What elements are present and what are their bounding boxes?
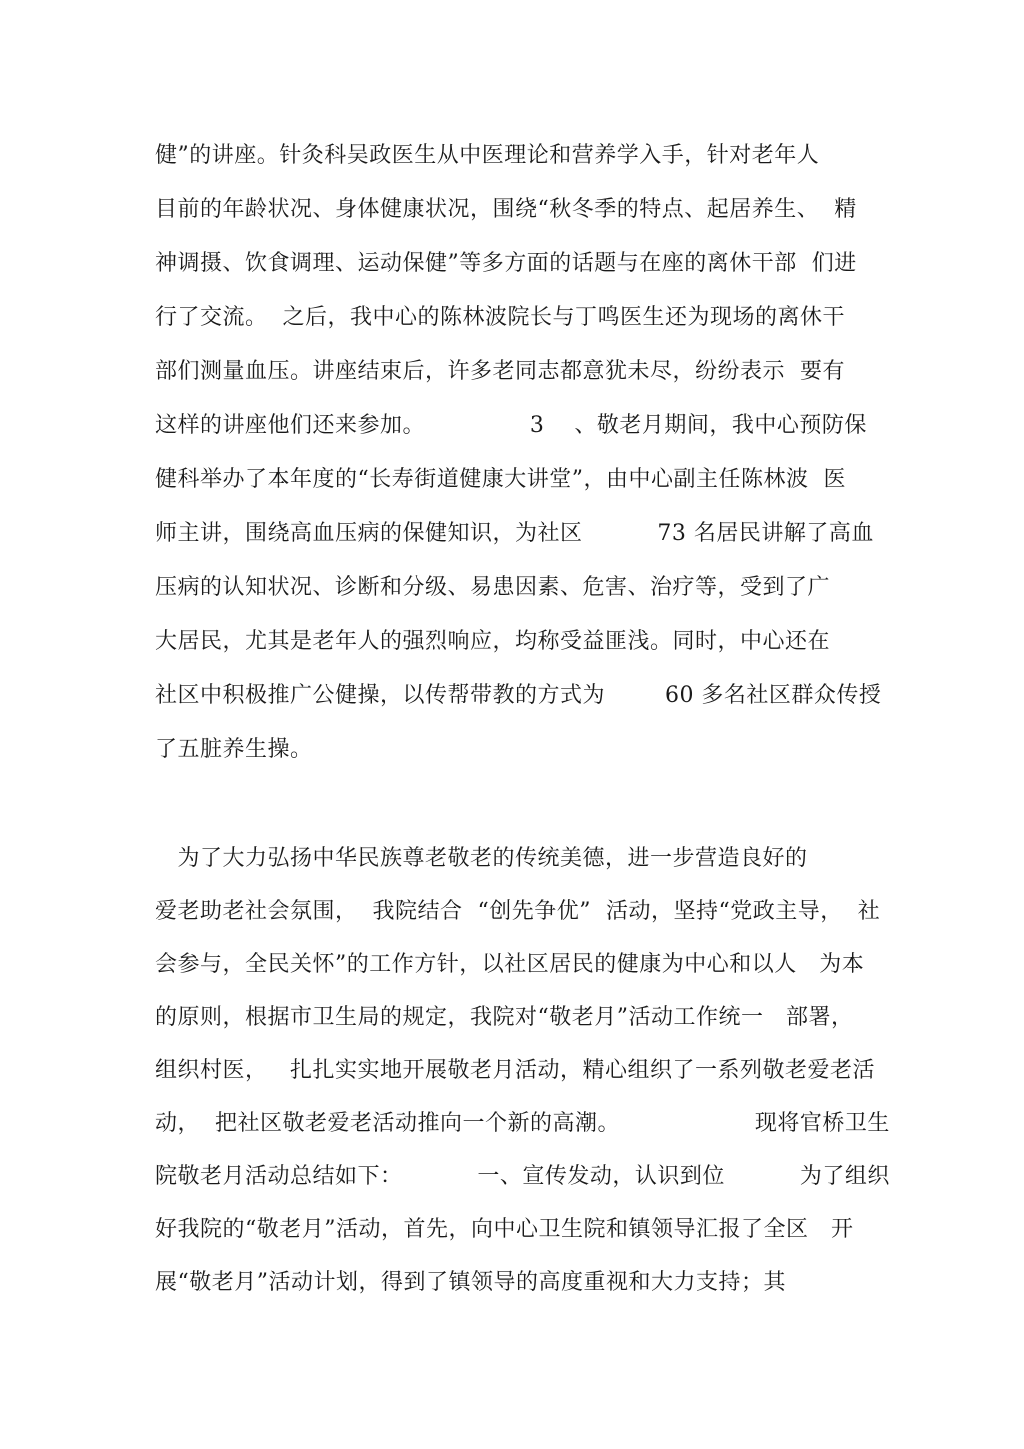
text-line: 展“敬老月”活动计划，得到了镇领导的高度重视和大力支持；其 bbox=[155, 1270, 786, 1295]
text-line: 好我院的“敬老月”活动，首先，向中心卫生院和镇领导汇报了全区 开 bbox=[155, 1217, 854, 1242]
text-line: 健科举办了本年度的“长寿街道健康大讲堂”，由中心副主任陈林波 医 bbox=[155, 467, 846, 492]
text-line: 健”的讲座。针灸科吴政医生从中医理论和营养学入手，针对老年人 bbox=[155, 143, 820, 168]
text-line: 院敬老月活动总结如下： 一、宣传发动，认识到位 为了组织 bbox=[155, 1164, 890, 1189]
text-line: 目前的年龄状况、身体健康状况，围绕“秋冬季的特点、起居养生、 精 bbox=[155, 197, 857, 222]
text-line: 了五脏养生操。 bbox=[155, 737, 313, 762]
text-line: 为了大力弘扬中华民族尊老敬老的传统美德，进一步营造良好的 bbox=[155, 846, 808, 871]
text-line: 神调摄、饮食调理、运动保健”等多方面的话题与在座的离休干部 们进 bbox=[155, 251, 857, 276]
text-line: 组织村医， 扎扎实实地开展敬老月活动，精心组织了一系列敬老爱老活 bbox=[155, 1058, 875, 1083]
text-line: 压病的认知状况、诊断和分级、易患因素、危害、治疗等，受到了广 bbox=[155, 575, 831, 600]
text-line: 师主讲，围绕高血压病的保健知识，为社区 73 名居民讲解了高血 bbox=[155, 521, 874, 546]
text-line: 大居民，尤其是老年人的强烈响应，均称受益匪浅。同时，中心还在 bbox=[155, 629, 831, 654]
text-line: 会参与，全民关怀”的工作方针，以社区居民的健康为中心和以人 为本 bbox=[155, 952, 865, 977]
text-line: 动， 把社区敬老爱老活动推向一个新的高潮。 现将官桥卫生 bbox=[155, 1111, 890, 1136]
paragraph-2 bbox=[155, 839, 890, 1316]
text-line: 这样的讲座他们还来参加。 3 、敬老月期间，我中心预防保 bbox=[155, 413, 867, 438]
text-line: 部们测量血压。讲座结束后，许多老同志都意犹未尽，纷纷表示 要有 bbox=[155, 359, 845, 384]
text-line: 行了交流。 之后，我中心的陈林波院长与丁鸣医生还为现场的离休干 bbox=[155, 305, 845, 330]
text-line: 社区中积极推广公健操，以传帮带教的方式为 60 多名社区群众传授 bbox=[155, 683, 882, 708]
paragraph-1 bbox=[155, 136, 882, 784]
text-line: 爱老助老社会氛围， 我院结合 “创先争优” 活动，坚持“党政主导， 社 bbox=[155, 899, 881, 924]
text-line: 的原则，根据市卫生局的规定，我院对“敬老月”活动工作统一 部署， bbox=[155, 1005, 854, 1030]
